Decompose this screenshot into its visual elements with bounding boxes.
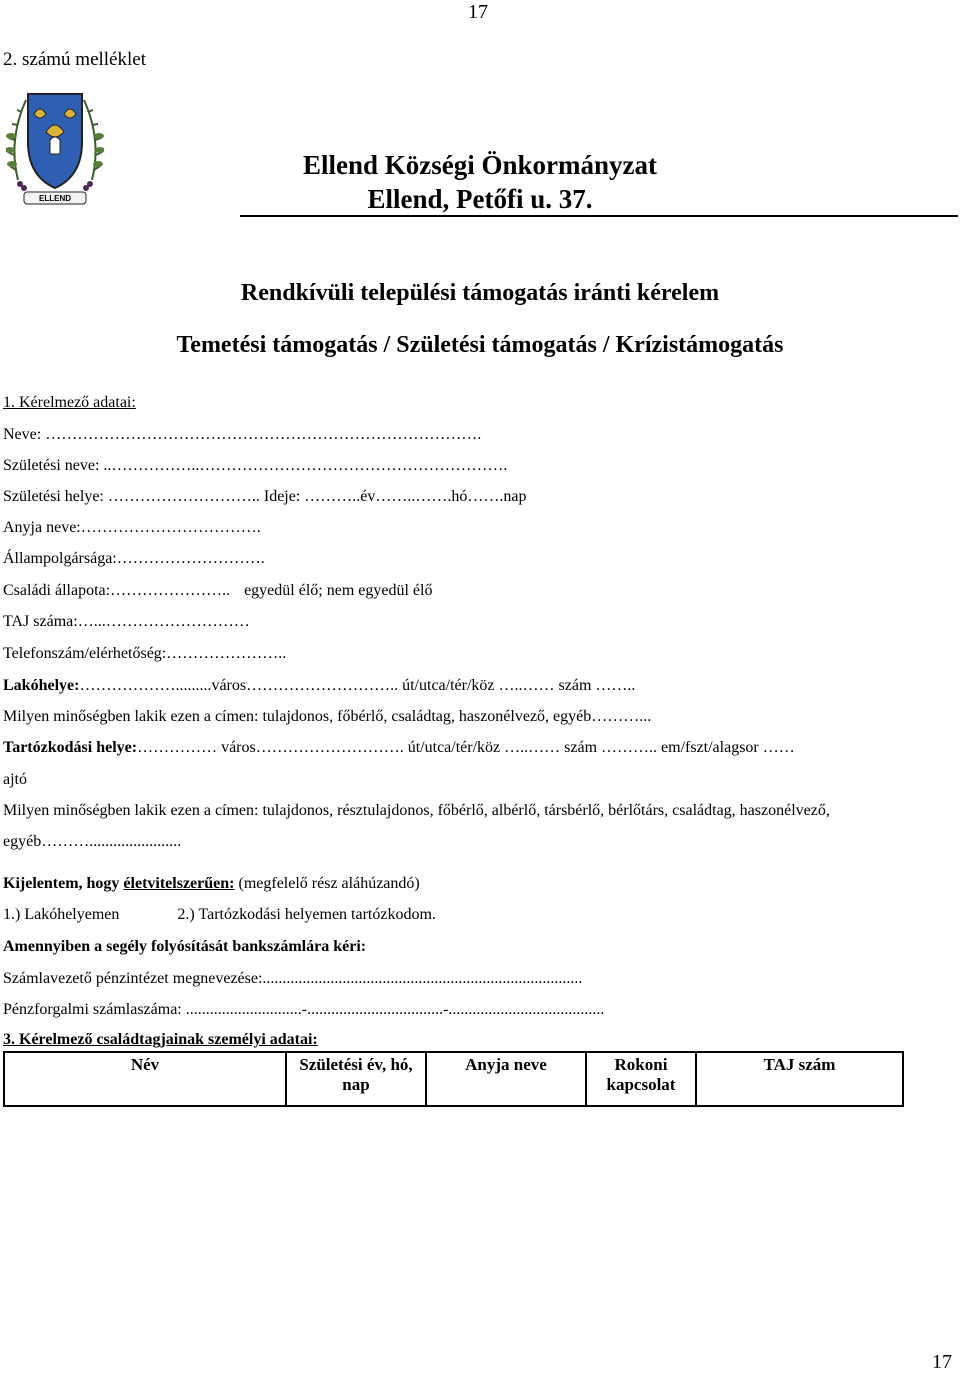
form-title: Rendkívüli települési támogatás iránti kérelem xyxy=(240,280,720,306)
bank-name-field[interactable]: Számlavezető pénzintézet megnevezése:................................................................................ xyxy=(3,970,583,987)
column-name: Név xyxy=(4,1052,286,1106)
residence-field[interactable] xyxy=(3,677,635,695)
svg-text:ELLEND: ELLEND xyxy=(39,194,71,203)
stay-quality-field[interactable]: Milyen minőségben lakik ezen a címen: tulajdonos, résztulajdonos, főbérlő, albérlő, társbérlő, bérlőtárs, családtag, haszonélvező, xyxy=(3,802,830,819)
birth-place-date-field[interactable]: Születési helye: ……………………….. Ideje: ………..év……..…….hó…….nap xyxy=(3,488,527,505)
taj-field[interactable]: TAJ száma:…...……………………… xyxy=(3,613,250,630)
declaration-options[interactable] xyxy=(3,906,436,924)
column-relationship: Rokoni kapcsolat xyxy=(586,1052,696,1106)
mother-name-field[interactable]: Anyja neve:……………………………. xyxy=(3,519,261,536)
page-number-top: 17 xyxy=(468,1,488,23)
birth-name-field[interactable]: Születési neve: ..……………..…………………………………………………. xyxy=(3,457,508,474)
marital-status-field[interactable] xyxy=(3,582,432,600)
page-number-bottom: 17 xyxy=(932,1351,952,1373)
organization-address: Ellend, Petőfi u. 37. xyxy=(367,184,593,214)
organization-name: Ellend Községi Önkormányzat xyxy=(302,150,657,180)
marital-status-label: Családi állapota:………………….. xyxy=(3,582,231,599)
residence-label: Lakóhelye: xyxy=(3,677,80,694)
section3-heading: 3. Kérelmező családtagjainak személyi adatai: xyxy=(3,1031,318,1048)
column-mother-name: Anyja neve xyxy=(426,1052,586,1106)
column-taj: TAJ szám xyxy=(696,1052,903,1106)
family-members-table xyxy=(3,1051,904,1107)
residence-quality-field[interactable]: Milyen minőségben lakik ezen a címen: tulajdonos, főbérlő, családtag, haszonélvező, egyéb………... xyxy=(3,708,652,725)
column-birth-date: Születési év, hó, nap xyxy=(286,1052,426,1106)
bank-account-field[interactable]: Pénzforgalmi számlaszáma: .............................-..................................-....................................... xyxy=(3,1001,605,1018)
residence-value[interactable]: ……………….........város……………………….. út/utca/tér/köz …..…… szám …….. xyxy=(79,677,636,694)
marital-status-options[interactable]: egyedül élő; nem egyedül élő xyxy=(244,582,433,599)
stay-door-field[interactable]: ajtó xyxy=(3,771,27,788)
stay-quality-other-field[interactable]: egyéb………....................... xyxy=(3,833,182,850)
stay-address-value[interactable]: …………… város………………………. út/utca/tér/köz …..…… szám ……….. em/fszt/alagsor …… xyxy=(137,739,795,756)
bank-heading: Amennyiben a segély folyósítását bankszámlára kéri: xyxy=(3,938,367,955)
stay-address-field[interactable] xyxy=(3,739,795,757)
declaration: Kijelentem, hogy életvitelszerűen: (megfelelő rész aláhúzandó) xyxy=(3,875,420,892)
citizenship-field[interactable]: Állampolgársága:………………………. xyxy=(3,550,265,567)
option-residence[interactable]: 1.) Lakóhelyemen xyxy=(3,906,120,923)
option-stay-address[interactable]: 2.) Tartózkodási helyemen tartózkodom. xyxy=(177,906,436,923)
name-field[interactable]: Neve: ………………………………………………………………………. xyxy=(3,426,482,443)
phone-field[interactable]: Telefonszám/elérhetőség:………………….. xyxy=(3,645,287,662)
section1-heading: 1. Kérelmező adatai: xyxy=(3,394,136,411)
stay-address-label: Tartózkodási helye: xyxy=(3,739,138,756)
form-subtitle: Temetési támogatás / Születési támogatás / Krízistámogatás xyxy=(176,332,784,358)
header-divider xyxy=(240,215,958,217)
coat-of-arms-logo xyxy=(6,80,104,212)
annex-label: 2. számú melléklet xyxy=(3,49,146,70)
